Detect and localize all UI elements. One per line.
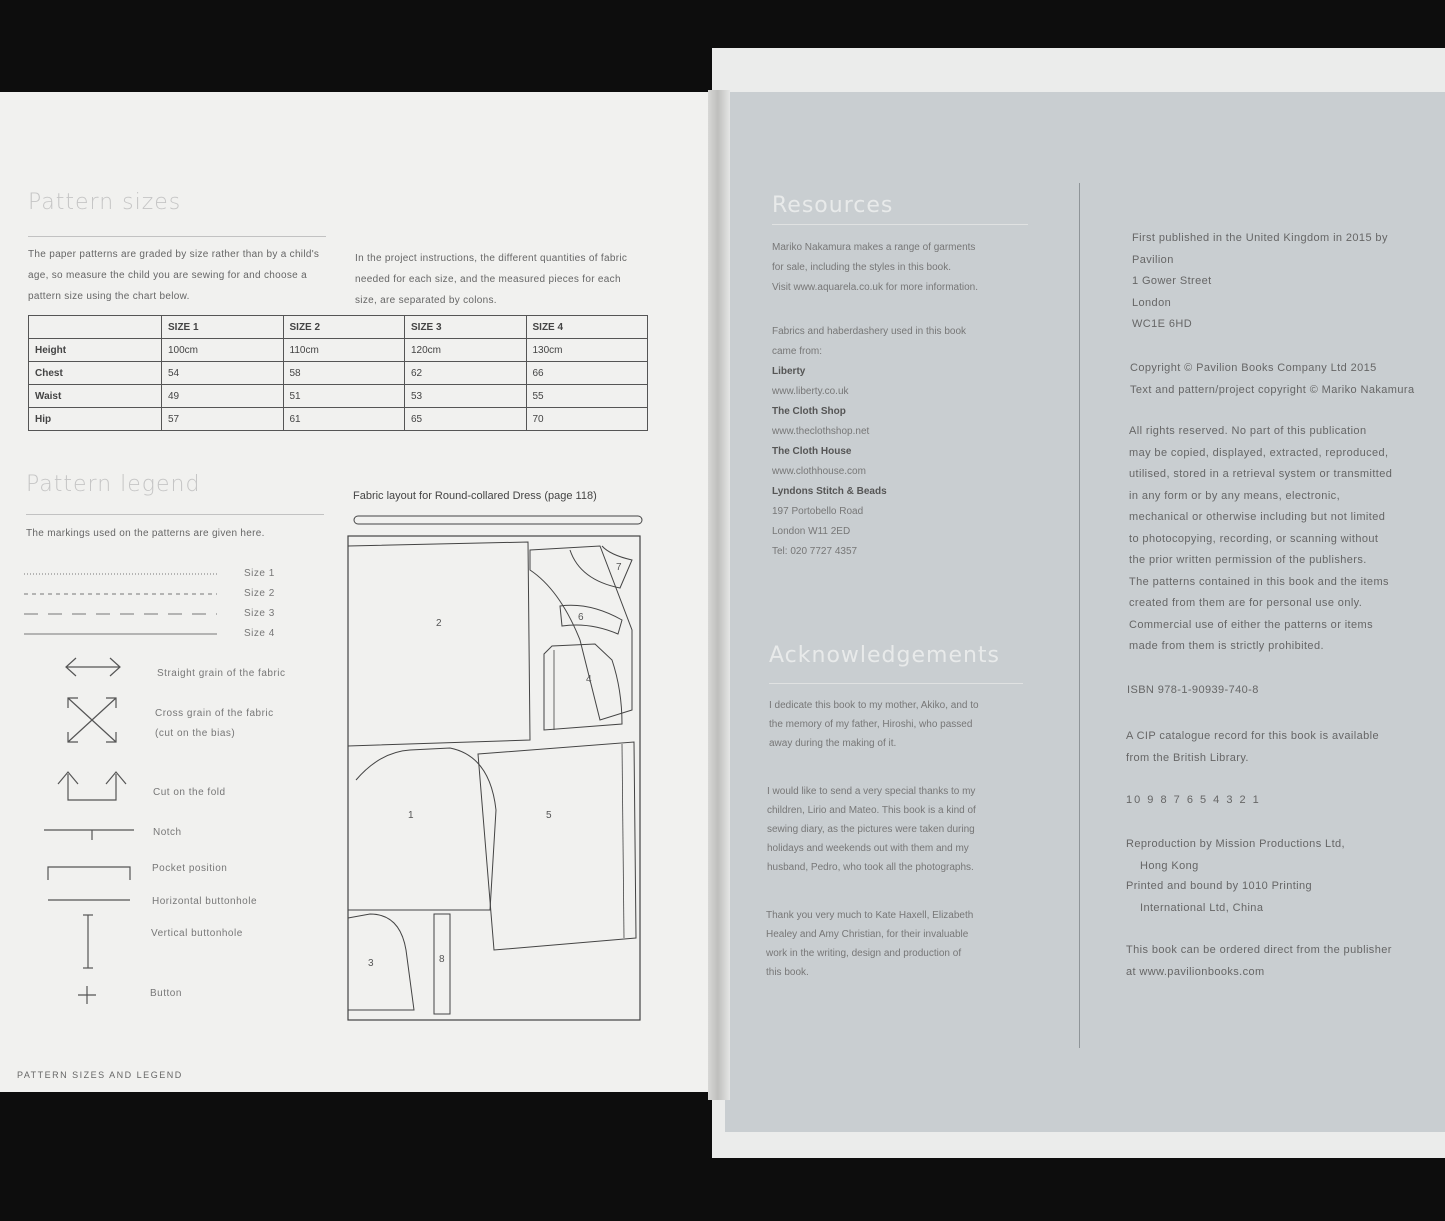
piece-label-3: 3 (368, 958, 374, 969)
resources-list (772, 322, 1032, 562)
text-line: may be copied, displayed, extracted, reproduced, (1129, 446, 1389, 459)
text-line: First published in the United Kingdom in 2015 by (1132, 232, 1388, 244)
text-line: from the British Library. (1126, 751, 1249, 764)
ack-para-3 (766, 906, 1036, 982)
text-line: the prior written permission of the publishers. (1129, 554, 1367, 566)
shop-name: Liberty (772, 366, 806, 377)
piece-label-2: 2 (436, 618, 442, 629)
table-cell: 120cm (405, 339, 527, 362)
table-row (29, 385, 648, 408)
legend-cut-fold: Cut on the fold (153, 787, 226, 798)
title-rule (28, 236, 326, 237)
notch-icon (42, 824, 136, 844)
table-cell: 58 (283, 362, 405, 385)
copyright-block (1130, 358, 1444, 401)
printing-number: 10 9 8 7 6 5 4 3 2 1 (1126, 794, 1261, 806)
ack-para-2 (767, 782, 1037, 877)
text-line: Reproduction by Mission Productions Ltd, (1126, 838, 1345, 850)
acknowledgements-title: Acknowledgements (769, 643, 1001, 668)
table-header-cell: SIZE 4 (526, 316, 648, 339)
table-cell: 57 (162, 408, 284, 431)
legend-intro: The markings used on the patterns are given here. (26, 528, 265, 539)
table-cell: 61 (283, 408, 405, 431)
table-cell: 130cm (526, 339, 648, 362)
piece-label-6: 6 (578, 612, 584, 623)
table-header-cell: SIZE 2 (283, 316, 405, 339)
book-gutter (708, 90, 730, 1100)
legend-rule (26, 514, 324, 515)
cut-on-fold-icon (54, 766, 130, 806)
piece-label-1: 1 (408, 810, 414, 821)
button-icon (76, 984, 98, 1006)
cip-block (1126, 726, 1440, 769)
size-line-icons (22, 565, 222, 645)
text-line: Hong Kong (1140, 859, 1199, 872)
shop-tel: Tel: 020 7727 4357 (772, 546, 858, 557)
resources-intro (772, 238, 1032, 298)
shop-url: www.theclothshop.net (772, 426, 870, 437)
text-line: husband, Pedro, who took all the photographs. (767, 862, 974, 873)
text-line: work in the writing, design and production of (766, 948, 962, 959)
table-header-cell (29, 316, 162, 339)
ack-rule (769, 683, 1023, 684)
text-line: mechanical or otherwise including but not limited (1129, 511, 1386, 523)
rights-block (1129, 421, 1441, 658)
column-divider (1079, 183, 1080, 1048)
text-line: Thank you very much to Kate Haxell, Elizabeth (766, 910, 974, 921)
shop-url: www.liberty.co.uk (772, 386, 849, 397)
text-line: Mariko Nakamura makes a range of garments (772, 242, 976, 253)
text-line: Healey and Amy Christian, for their invaluable (766, 929, 969, 940)
text-line: Pavilion (1132, 253, 1174, 266)
table-header-row (29, 316, 648, 339)
table-cell: 66 (526, 362, 648, 385)
text-line: in any form or by any means, electronic, (1129, 489, 1341, 502)
text-line: All rights reserved. No part of this publication (1129, 425, 1367, 437)
table-row (29, 408, 648, 431)
shop-name: The Cloth House (772, 446, 852, 457)
piece-label-4: 4 (586, 674, 592, 685)
shop-address: London W11 2ED (772, 526, 851, 537)
text-line: at www.pavilionbooks.com (1126, 965, 1265, 978)
reproduction-block (1126, 834, 1440, 877)
order-block (1126, 940, 1442, 983)
table-header-cell: SIZE 3 (405, 316, 527, 339)
legend-pocket: Pocket position (152, 863, 228, 874)
table-cell: 54 (162, 362, 284, 385)
text-line: I dedicate this book to my mother, Akiko, and to (769, 700, 979, 711)
table-cell: 62 (405, 362, 527, 385)
text-line: This book can be ordered direct from the publisher (1126, 944, 1392, 956)
table-cell: 49 (162, 385, 284, 408)
text-line: utilised, stored in a retrieval system or transmitted (1129, 468, 1393, 480)
shop-url: www.clothhouse.com (772, 466, 866, 477)
text-line: made from them is strictly prohibited. (1129, 640, 1324, 652)
piece-label-7: 7 (616, 562, 622, 573)
resources-title: Resources (772, 193, 894, 218)
imprint-block (1132, 228, 1442, 336)
legend-cross-grain: Cross grain of the fabric (155, 708, 274, 719)
text-line: created from them are for personal use only. (1129, 597, 1363, 609)
text-line: this book. (766, 967, 809, 978)
table-cell: 100cm (162, 339, 284, 362)
size-chart-table (28, 315, 648, 431)
text-line: Text and pattern/project copyright © Mariko Nakamura (1130, 383, 1415, 396)
table-header-cell: SIZE 1 (162, 316, 284, 339)
isbn: ISBN 978-1-90939-740-8 (1127, 684, 1259, 696)
shop-name: Lyndons Stitch & Beads (772, 486, 887, 497)
straight-grain-icon (62, 655, 124, 679)
text-line: Copyright © Pavilion Books Company Ltd 2015 (1130, 362, 1377, 374)
text-line: to photocopying, recording, or scanning without (1129, 532, 1379, 545)
legend-button: Button (150, 988, 182, 999)
legend-straight-grain: Straight grain of the fabric (157, 668, 286, 679)
table-cell: 55 (526, 385, 648, 408)
legend-h-buttonhole: Horizontal buttonhole (152, 896, 258, 907)
text-line: sewing diary, as the pictures were taken during (767, 824, 975, 835)
text-line: London (1132, 296, 1172, 309)
legend-cross-grain-note: (cut on the bias) (155, 728, 236, 739)
table-row (29, 339, 648, 362)
text-line: came from: (772, 346, 823, 357)
table-row (29, 362, 648, 385)
text-line: holidays and weekends out with them and my (767, 843, 969, 854)
pattern-legend-title: Pattern legend (26, 472, 201, 497)
cross-grain-icon (64, 694, 120, 746)
pattern-sizes-title: Pattern sizes (28, 190, 182, 215)
text-line: The patterns contained in this book and the items (1129, 575, 1389, 588)
table-cell: 51 (283, 385, 405, 408)
legend-size3: Size 3 (244, 608, 275, 619)
piece-label-8: 8 (439, 954, 445, 965)
text-line: Printed and bound by 1010 Printing (1126, 880, 1313, 892)
text-line: Visit www.aquarela.co.uk for more information. (772, 282, 979, 293)
page-footer: PATTERN SIZES AND LEGEND (17, 1070, 183, 1080)
table-cell: 70 (526, 408, 648, 431)
legend-size1: Size 1 (244, 568, 275, 579)
text-line: WC1E 6HD (1132, 318, 1193, 330)
ack-para-1 (769, 696, 1039, 753)
table-cell: 110cm (283, 339, 405, 362)
text-line: Fabrics and haberdashery used in this book (772, 326, 967, 337)
shop-address: 197 Portobello Road (772, 506, 864, 517)
text-line: I would like to send a very special thanks to my (767, 786, 976, 797)
printed-block (1126, 876, 1440, 919)
text-line: International Ltd, China (1140, 901, 1264, 914)
horizontal-buttonhole-icon (46, 895, 132, 905)
legend-size4: Size 4 (244, 628, 275, 639)
table-cell: Height (29, 339, 162, 362)
text-line: for sale, including the styles in this book. (772, 262, 951, 273)
text-line: Commercial use of either the patterns or items (1129, 618, 1373, 631)
legend-v-buttonhole: Vertical buttonhole (151, 928, 243, 939)
legend-size2: Size 2 (244, 588, 275, 599)
text-line: the memory of my father, Hiroshi, who passed (769, 719, 973, 730)
intro-col1: The paper patterns are graded by size rather than by a child's age, so measure the child you are sewing for and choose a pattern size using the chart below. (28, 249, 320, 302)
fabric-layout-diagram (340, 510, 650, 1025)
table-cell: Chest (29, 362, 162, 385)
text-line: 1 Gower Street (1132, 275, 1212, 287)
vertical-buttonhole-icon (80, 912, 100, 972)
shop-name: The Cloth Shop (772, 406, 846, 417)
table-cell: Waist (29, 385, 162, 408)
table-cell: 65 (405, 408, 527, 431)
text-line: A CIP catalogue record for this book is available (1126, 730, 1379, 742)
piece-label-5: 5 (546, 810, 552, 821)
table-cell: Hip (29, 408, 162, 431)
intro-col2: In the project instructions, the different quantities of fabric needed for each size, and the measured pieces for each size, are separated by colons. (355, 253, 628, 306)
table-cell: 53 (405, 385, 527, 408)
text-line: away during the making of it. (769, 738, 897, 749)
text-line: children, Lirio and Mateo. This book is a kind of (767, 805, 976, 816)
resources-rule (772, 224, 1028, 225)
legend-notch: Notch (153, 827, 182, 838)
pocket-position-icon (44, 862, 134, 882)
layout-caption: Fabric layout for Round-collared Dress (page 118) (353, 490, 597, 502)
